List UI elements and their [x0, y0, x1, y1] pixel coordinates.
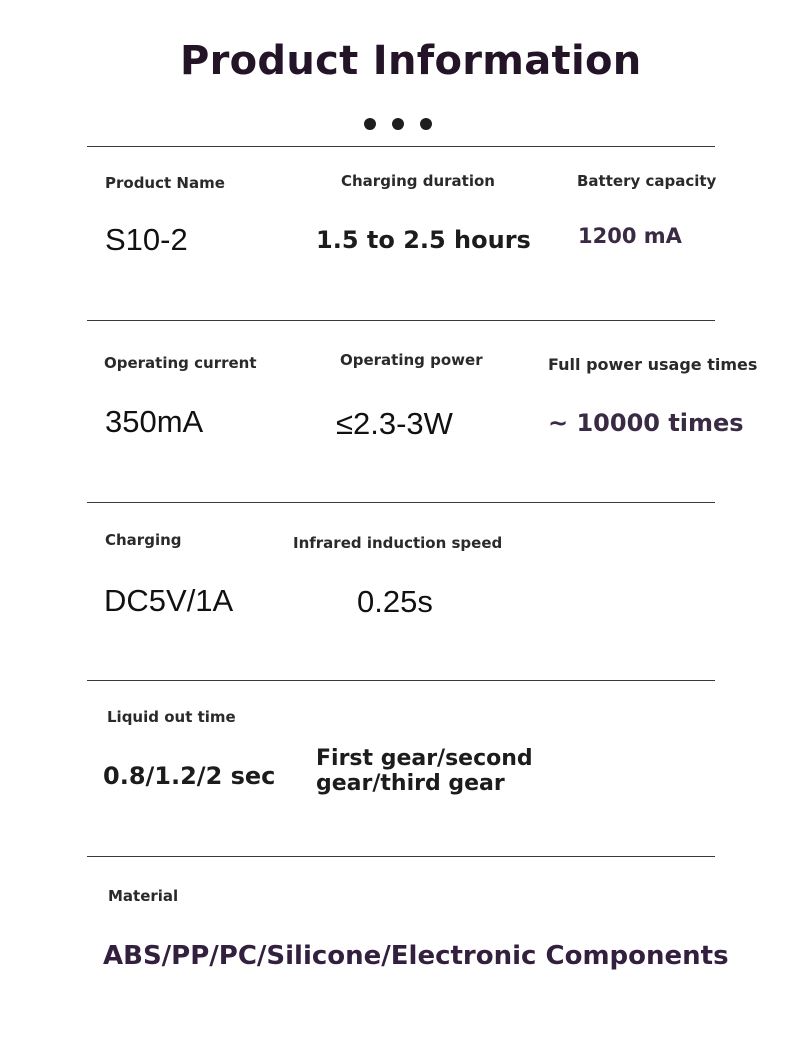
- divider-line: [87, 856, 715, 857]
- gear-levels-value: First gear/second gear/third gear: [316, 746, 533, 796]
- divider-line: [87, 680, 715, 681]
- full-power-usage-value: ~ 10000 times: [548, 409, 744, 437]
- liquid-out-time-value: 0.8/1.2/2 sec: [103, 762, 276, 790]
- dot-icon: [364, 118, 376, 130]
- operating-current-value: 350mA: [105, 404, 204, 439]
- battery-capacity-value: 1200 mA: [578, 224, 682, 248]
- material-value: ABS/PP/PC/Silicone/Electronic Components: [103, 941, 729, 971]
- operating-power-label: Operating power: [340, 351, 483, 369]
- liquid-out-time-label: Liquid out time: [107, 708, 236, 726]
- charging-duration-value: 1.5 to 2.5 hours: [316, 226, 531, 254]
- product-name-label: Product Name: [105, 174, 225, 192]
- infrared-speed-value: 0.25s: [357, 584, 433, 619]
- dot-icon: [420, 118, 432, 130]
- full-power-usage-label: Full power usage times: [548, 355, 758, 374]
- battery-capacity-label: Battery capacity: [577, 172, 717, 190]
- charging-duration-label: Charging duration: [341, 172, 495, 190]
- page-title: Product Information: [180, 38, 642, 84]
- product-name-value: S10-2: [105, 222, 188, 257]
- material-label: Material: [108, 887, 179, 905]
- charging-value: DC5V/1A: [104, 583, 234, 618]
- dot-icon: [392, 118, 404, 130]
- infrared-speed-label: Infrared induction speed: [293, 534, 503, 552]
- divider-line: [87, 320, 715, 321]
- charging-label: Charging: [105, 531, 182, 549]
- divider-line: [87, 502, 715, 503]
- operating-current-label: Operating current: [104, 354, 257, 372]
- operating-power-value: ≤2.3-3W: [336, 406, 453, 441]
- divider-line: [87, 146, 715, 147]
